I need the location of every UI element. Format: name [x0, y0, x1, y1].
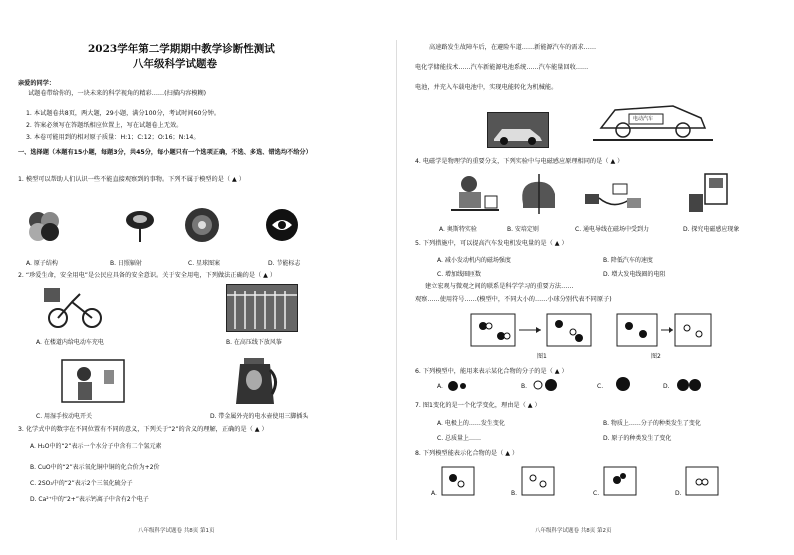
q6-option-d: D.: [663, 383, 670, 390]
intro-text: 试题卷带给你的，一块未来的科学视角的精彩……(扫描内容模糊): [28, 90, 207, 97]
q2-option-d: D. 带金属外壳的电水壶使用三脚插头: [210, 413, 309, 420]
figure-2-label: 图2: [651, 353, 661, 360]
q4-option-d: D. 探究电磁感应现象: [683, 226, 740, 233]
note-1: 1. 本试题卷共8页，两大题，29小题，满分100分，考试时间60分钟。: [26, 110, 221, 117]
q6-molecule-a: [447, 380, 471, 392]
q8-model-c: [603, 466, 637, 496]
q8-model-d: [685, 466, 719, 496]
note-2: 2. 答案必须写在答题纸相应位置上，写在试题卷上无效。: [26, 122, 183, 129]
q6-option-c: C.: [597, 383, 604, 390]
car-label: 电动汽车: [633, 116, 654, 122]
q4-option-a: A. 奥斯特实验: [439, 226, 477, 233]
q2-option-a: A. 在楼道内给电动车充电: [36, 339, 104, 346]
q8-option-c: C.: [593, 490, 600, 497]
left-page-footer: 八年级科学试题卷 共8页 第1页: [138, 528, 215, 534]
q5-option-c: C. 增加线圈匝数: [437, 271, 482, 278]
q8-option-b: B.: [511, 490, 518, 497]
q8-model-b: [521, 466, 555, 496]
q6-molecule-c: [609, 376, 639, 392]
q8-option-a: A.: [431, 490, 437, 497]
question-3: 3. 化学式中的数字在不同位置有不同的意义，下列关于“2”的含义的理解，正确的是（ ▲ ）: [18, 426, 268, 433]
exam-title: 2023学年第二学期期中教学诊断性测试: [88, 43, 275, 55]
q7-option-b: B. 物质上……分子的种类发生了变化: [603, 420, 701, 427]
right-page: [397, 0, 794, 555]
passage-line-1: 高速路发生故障车后，在避险车道……新能源汽车的需求……: [429, 44, 597, 51]
question-1: 1. 模型可以帮助人们认识一些不能直接观察到的事物。下列不属于模型的是（ ▲ ）: [18, 176, 245, 183]
star-pattern-image: [183, 206, 221, 244]
current-in-field-image: [583, 180, 643, 212]
exam-subtitle: 八年级科学试题卷: [133, 58, 217, 70]
figure-1-diagram: [469, 312, 595, 348]
q3-option-c: C. 2SO₃中的“2”表示2个三氧化硫分子: [30, 480, 133, 487]
q6-option-b: B.: [521, 383, 528, 390]
q5-option-b: B. 降低汽车的速度: [603, 257, 653, 264]
atom-structure-image: [26, 209, 64, 243]
q1-option-c: C. 星球图案: [188, 260, 221, 267]
q4-option-b: B. 安培定则: [507, 226, 539, 233]
right-page-footer: 八年级科学试题卷 共8页 第2页: [535, 528, 612, 534]
q3-option-b: B. CuO中的“2”表示氧化铜中铜的化合价为+2价: [30, 464, 160, 471]
question-6: 6. 下列模型中，能用来表示某化合物的分子的是（ ▲ ）: [415, 368, 568, 375]
q1-option-b: B. 日照辐射: [110, 260, 142, 267]
q3-option-d: D. Ca²⁺中的“2+”表示钙离子中含有2个电子: [30, 496, 149, 503]
energy-logo-image: [264, 207, 300, 243]
q3-option-a: A. H₂O中的“2”表示一个水分子中含有二个氢元素: [30, 443, 162, 450]
question-7: 7. 图1变化的是一个化学变化，理由是（ ▲ ）: [415, 402, 541, 409]
ebike-charging-image: [40, 284, 108, 330]
question-4: 4. 电磁学是物理学的重要分支，下列实验中与电磁感应原理相同的是（ ▲ ）: [415, 158, 624, 165]
question-8: 8. 下列模型能表示化合物的是（ ▲ ）: [415, 450, 519, 457]
passage-2-line-1: 建立宏观与微观之间的联系是科学学习的重要方法……: [425, 283, 574, 290]
q7-option-a: A. 电极上的……发生变化: [437, 420, 505, 427]
passage-2-line-2: 观察……使用符号……(模型中，不同大小的……小球分别代表不同原子): [415, 296, 612, 303]
car-photo-image: [487, 112, 549, 148]
q7-option-c: C. 总质量上……: [437, 435, 482, 442]
section-1-heading: 一、选择题（本题有15小题，每题3分，共45分，每小题只有一个选项正确，不选、多选、错选均不给分）: [18, 149, 312, 156]
q5-option-d: D. 增大发电线圈的电阻: [603, 271, 666, 278]
q8-model-a: [441, 466, 475, 496]
passage-line-3: 电池，并充入车载电池中，实现电能转化为机械能。: [415, 84, 558, 91]
q8-option-d: D.: [675, 490, 682, 497]
question-2: 2. “珍爱生命，安全用电”是公民应具备的安全意识。关于安全用电，下列做法正确的是（ ▲ ）: [18, 272, 277, 279]
q6-molecule-d: [675, 378, 705, 392]
greeting: 亲爱的同学：: [18, 80, 56, 87]
oersted-experiment-image: [449, 172, 501, 216]
sun-radiation-image: [120, 206, 160, 244]
q2-option-c: C. 用湿手按动电开关: [36, 413, 93, 420]
high-voltage-line-image: [226, 284, 298, 332]
q1-option-d: D. 节能标志: [268, 260, 301, 267]
question-5: 5. 下列措施中，可以提高汽车发电机发电量的是（ ▲ ）: [415, 240, 568, 247]
induction-experiment-image: [687, 172, 729, 216]
figure-2-diagram: [615, 312, 715, 348]
q6-option-a: A.: [437, 383, 443, 390]
ampere-rule-image: [515, 174, 563, 214]
note-3: 3. 本卷可能用到的相对原子质量：H:1；C:12；O:16；N:14。: [26, 134, 200, 141]
q5-option-a: A. 减小发动机内的磁场强度: [437, 257, 511, 264]
wet-hand-switch-image: [58, 356, 128, 406]
q2-option-b: B. 在高压线下放风筝: [226, 339, 282, 346]
figure-1-label: 图1: [537, 353, 547, 360]
q4-option-c: C. 通电导线在磁场中受到力: [575, 226, 650, 233]
q1-option-a: A. 原子结构: [26, 260, 58, 267]
q6-molecule-b: [531, 378, 561, 392]
electric-kettle-image: [230, 350, 280, 408]
passage-line-2: 电化学储能技术……汽车新能源电池系统……汽车能量回收……: [415, 64, 589, 71]
q7-option-d: D. 原子的种类发生了变化: [603, 435, 672, 442]
